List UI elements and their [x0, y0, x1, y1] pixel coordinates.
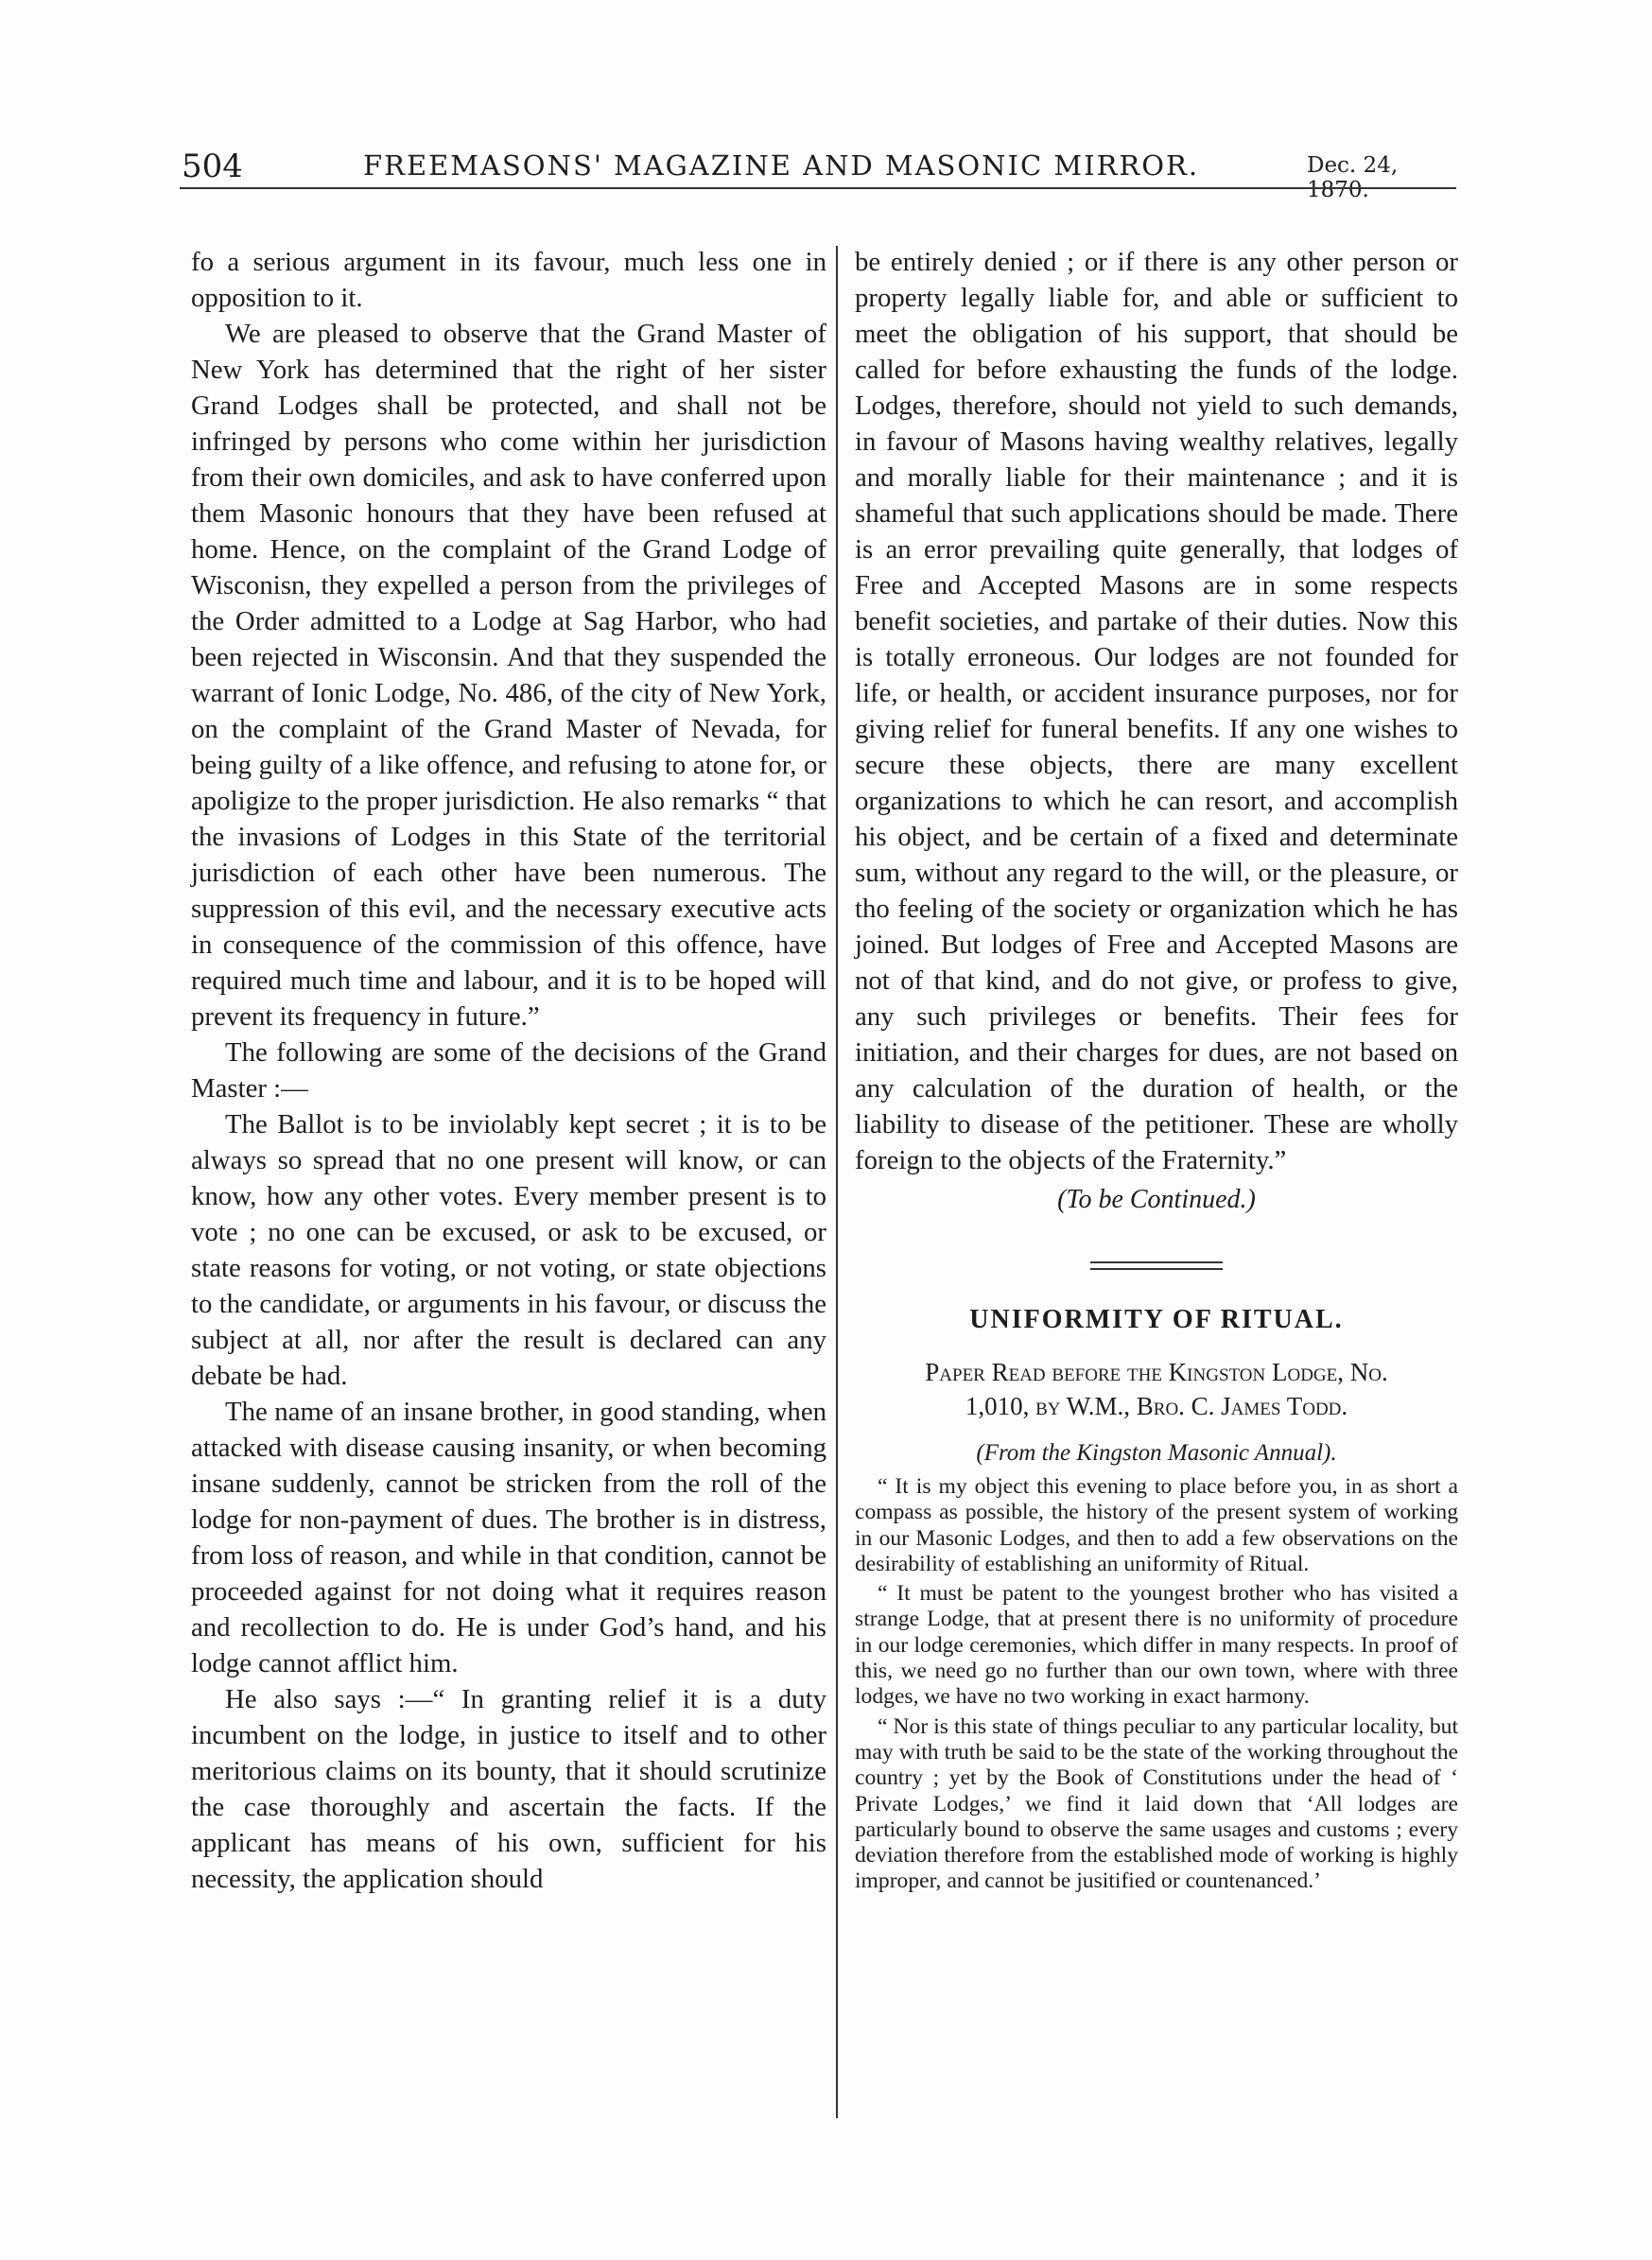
left-column — [191, 244, 826, 1897]
continued-note: (To be Continued.) — [1057, 1185, 1256, 1214]
running-title: FREEMASONS' MAGAZINE AND MASONIC MIRROR. — [363, 149, 1200, 182]
issue-date: Dec. 24, 1870. — [1307, 153, 1399, 202]
column-divider — [836, 246, 838, 2118]
article-paragraph: “ Nor is this state of things peculiar to any particular locality, but may with truth be said to be the state of the working throughout the country ; yet by the Book of Constitutions under the head of ‘ Private Lodges,’ we find it laid down that ‘All lodges are particularly bound to observe the same usages and customs ; every deviation therefore from the established mode of working is highly improper, and cannot be jusitified or countenanced.’ — [855, 1713, 1458, 1894]
paragraph: We are pleased to observe that the Grand Master of New York has determined that the right of her sister Grand Lodges shall be protected, and shall not be infringed by persons who come within her jurisdiction from their own domiciles, and ask to have conferred upon them Masonic honours that they have been refused at home. Hence, on the complaint of the Grand Lodge of Wisconisn, they expelled a person from the privileges of the Order admitted to a Lodge at Sag Harbor, who had been rejected in Wisconsin. And that they suspended the warrant of Ionic Lodge, No. 486, of the city of New York, on the complaint of the Grand Master of Nevada, for being guilty of a like offence, and refusing to atone for, or apoligize to the proper jurisdiction. He also remarks “ that the invasions of Lodges in this State of the territorial jurisdiction of each other have been numerous. The suppression of this evil, and the necessary executive acts in consequence of the commission of this offence, have required much time and labour, and it is to be hoped will prevent its frequency in future.” — [191, 319, 826, 1032]
header-rule — [180, 187, 1456, 189]
paragraph: The Ballot is to be inviolably kept secret ; it is to be always so spread that no one present will know, or can know, how any other votes. Every member present is to vote ; no one can be excused, or ask to be excused, or state reasons for voting, or not voting, or state objections to the candidate, or arguments in his favour, or discuss the subject at all, nor after the result is declared can any debate be had. — [191, 1109, 826, 1391]
section-divider — [1090, 1261, 1223, 1270]
article-subtitle-line: Paper Read before the Kingston Lodge, No. — [925, 1358, 1388, 1386]
paragraph: fo a serious argument in its favour, much less one in opposition to it. — [191, 247, 826, 313]
article-subtitle-line: 1,010, by W.M., Bro. C. James Todd. — [965, 1392, 1348, 1420]
source-note: (From the Kingston Masonic Annual). — [976, 1440, 1337, 1466]
article-paragraph: “ It is my object this evening to place before you, in as short a compass as possible, the history of the present system of working in our Masonic Lodges, and then to add a few observations on the desirability of establishing an uniformity of Ritual. — [855, 1474, 1458, 1576]
article-paragraph: “ It must be patent to the youngest brother who has visited a strange Lodge, that at present there is no uniformity of procedure in our lodge ceremonies, which differ in many respects. In proof of this, we need go no further than our own town, where with three lodges, we have no two working in exact harmony. — [855, 1581, 1458, 1710]
article-subtitle — [855, 1355, 1458, 1423]
page-header — [182, 134, 1458, 202]
paragraph: The following are some of the decisions of the Grand Master :— — [191, 1037, 826, 1104]
paragraph: He also says :—“ In granting relief it is a duty incumbent on the lodge, in justice to itself and to other meritorious claims on its bounty, that it should scrutinize the case thoroughly and ascertain the facts. If the applicant has means of his own, sufficient for his necessity, the application should — [191, 1684, 826, 1894]
right-column — [855, 244, 1458, 1895]
paragraph: The name of an insane brother, in good standing, when attacked with disease causing insanity, or when becoming insane suddenly, cannot be stricken from the roll of the lodge for non-payment of dues. The brother is in distress, from loss of reason, and while in that condition, cannot be proceeded against for not doing what it requires reason and recollection to do. He is under God’s hand, and his lodge cannot afflict him. — [191, 1397, 826, 1678]
page-number: 504 — [182, 148, 243, 185]
article-title: UNIFORMITY OF RITUAL. — [969, 1305, 1344, 1334]
paragraph: be entirely denied ; or if there is any other person or property legally liable for, and able or sufficient to meet the obligation of his support, that should be called for before exhausting the funds of the lodge. Lodges, therefore, should not yield to such demands, in favour of Masons having wealthy relatives, legally and morally liable for their maintenance ; and it is shameful that such applications should be made. There is an error prevailing quite generally, that lodges of Free and Accepted Masons are in some respects benefit societies, and partake of their duties. Now this is totally erroneous. Our lodges are not founded for life, or health, or accident insurance purposes, nor for giving relief for funeral benefits. If any one wishes to secure these objects, there are many excellent organizations to which he can resort, and accomplish his object, and be certain of a fixed and determinate sum, without any regard to the will, or the pleasure, or tho feeling of the society or organization which he has joined. But lodges of Free and Accepted Masons are not of that kind, and do not give, or profess to give, any such privileges or benefits. Their fees for initiation, and their charges for dues, are not based on any calculation of the duration of health, or the liability to disease of the petitioner. These are wholly foreign to the objects of the Fraternity.” — [855, 247, 1458, 1175]
